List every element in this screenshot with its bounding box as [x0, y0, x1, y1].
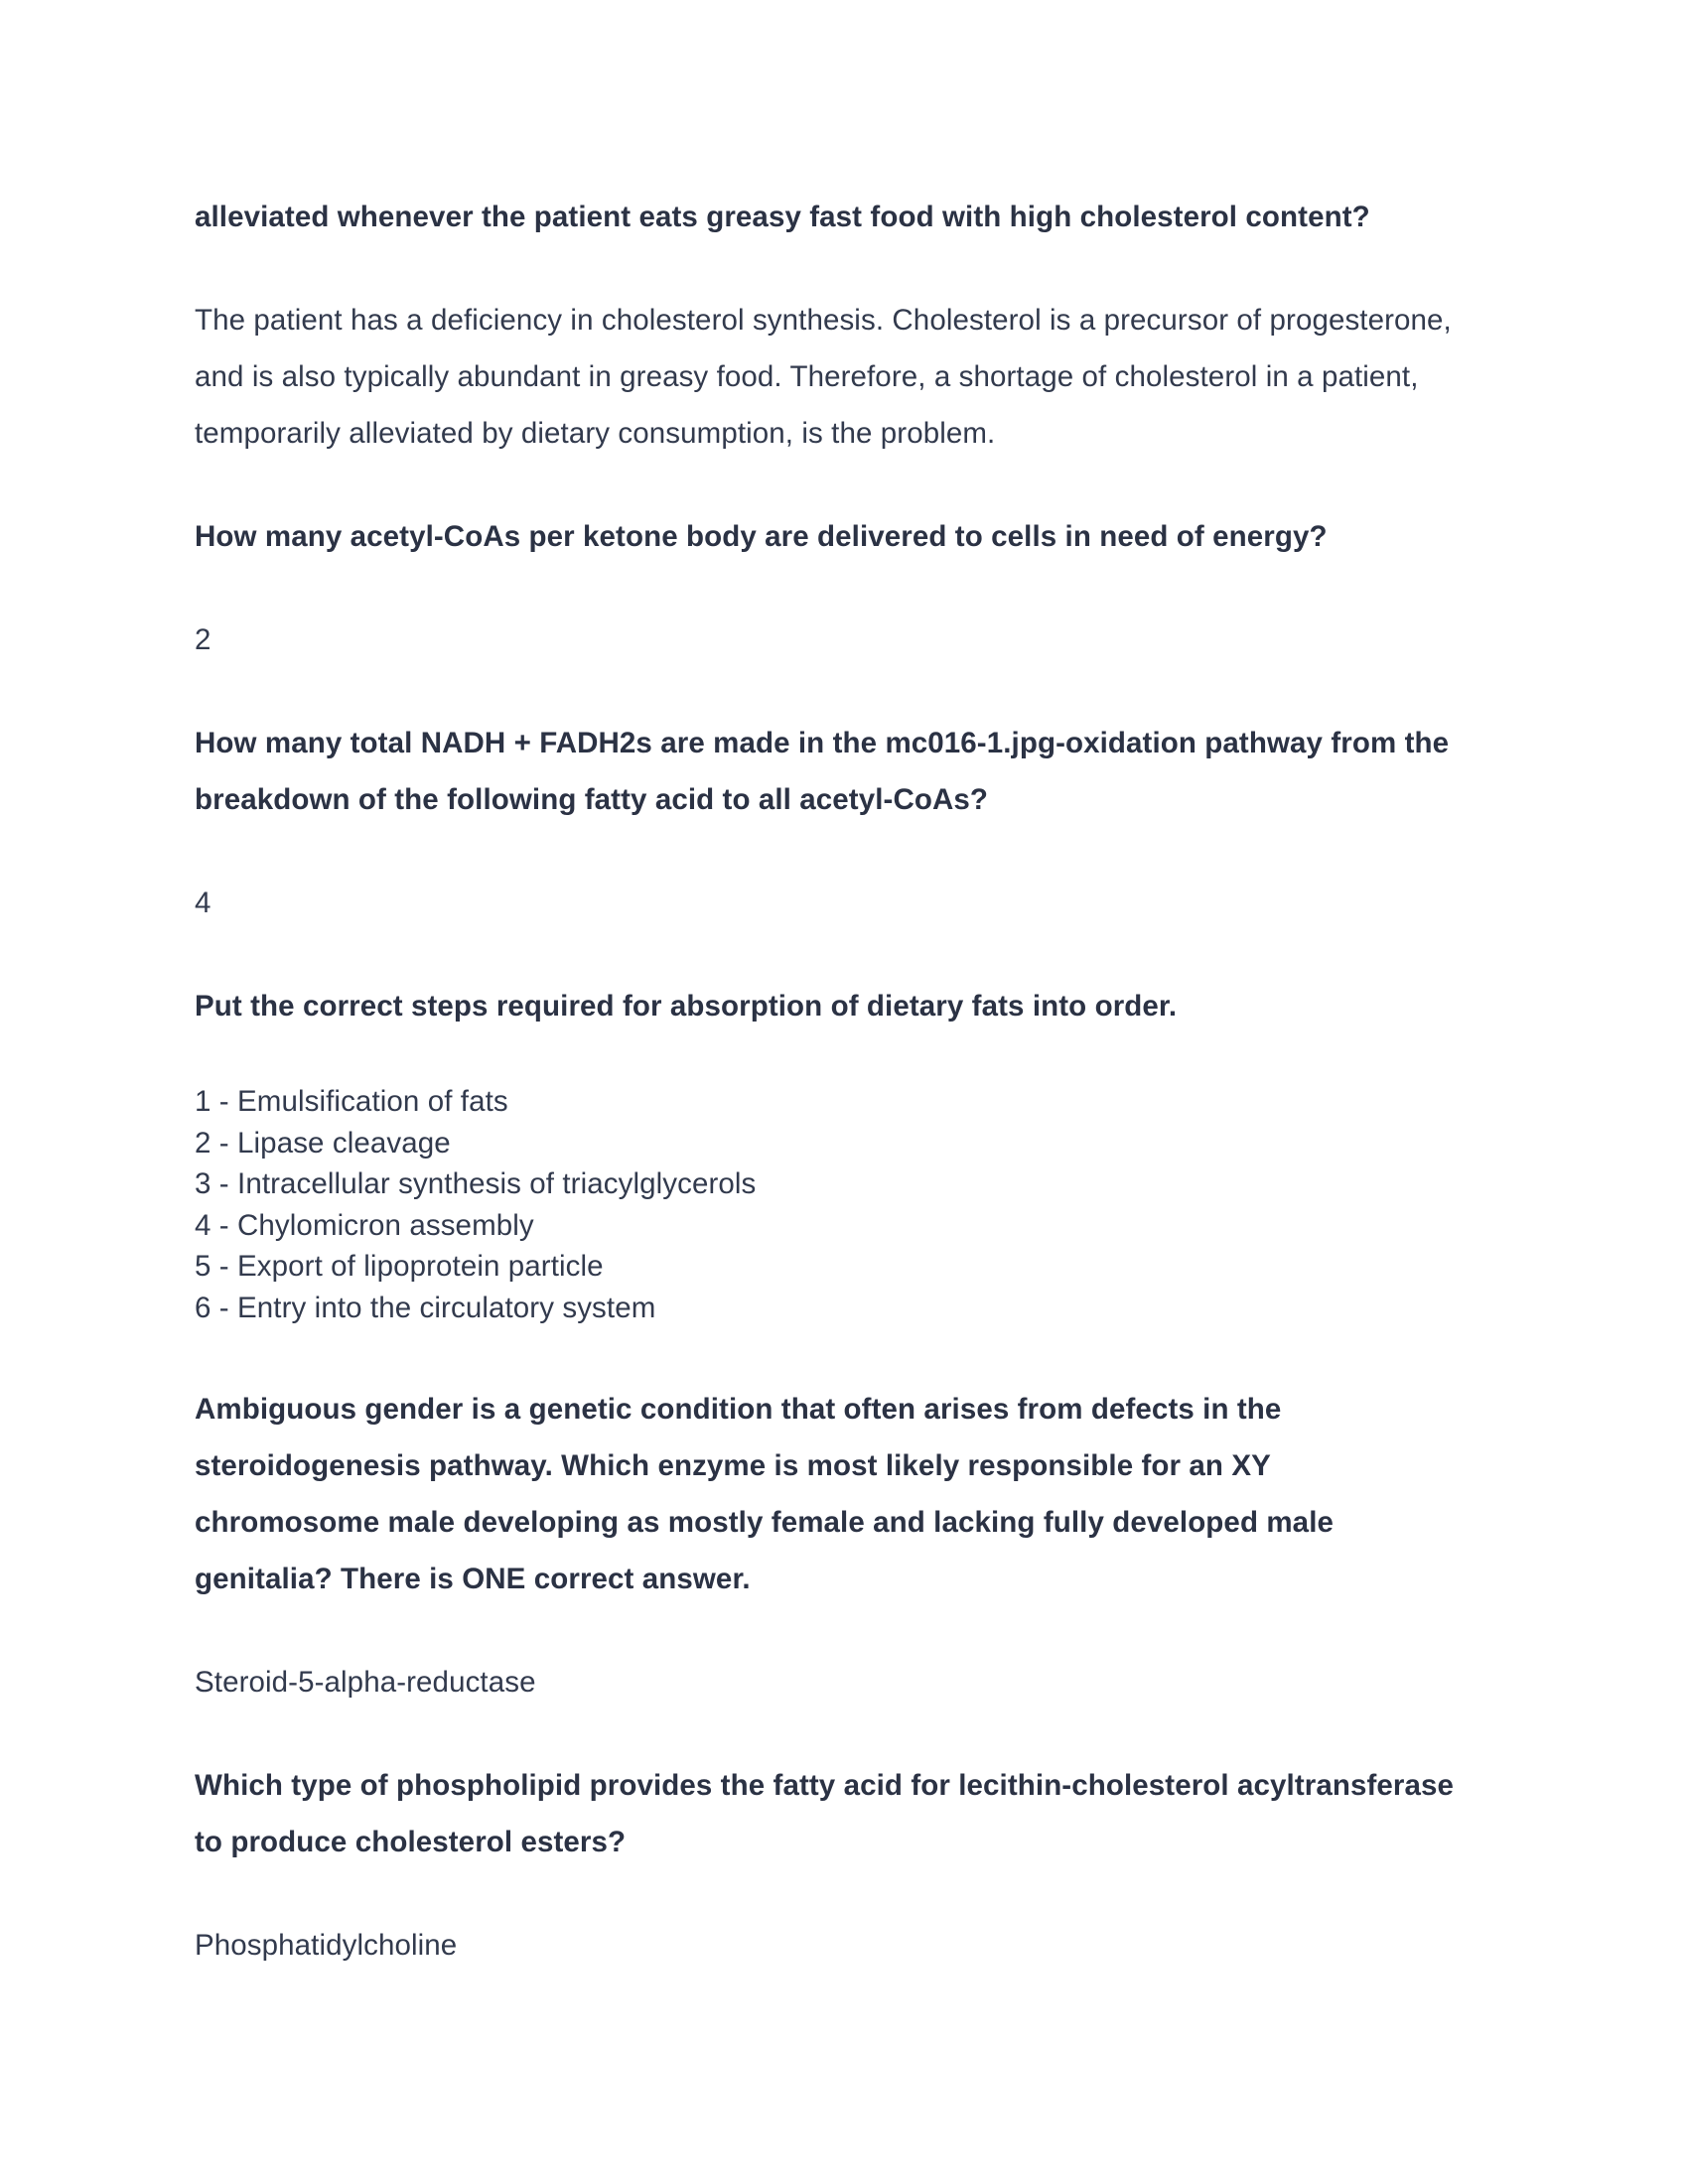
answer-ambiguous-gender-enzyme: Steroid-5-alpha-reductase: [195, 1666, 536, 1699]
list-item: 2 - Lipase cleavage: [195, 1126, 451, 1160]
answer-lcat-phospholipid: Phosphatidylcholine: [195, 1929, 458, 1962]
list-item: 4 - Chylomicron assembly: [195, 1208, 534, 1242]
answer-dietary-fat-absorption-steps: [195, 1081, 1462, 1328]
list-item: 6 - Entry into the circulatory system: [195, 1291, 656, 1324]
answer-acetyl-coa-per-ketone-body: 2: [195, 623, 211, 656]
question-acetyl-coa-per-ketone-body: How many acetyl-CoAs per ketone body are delivered to cells in need of energy?: [195, 520, 1328, 553]
question-cholesterol-deficiency: alleviated whenever the patient eats greasy fast food with high cholesterol content?: [195, 201, 1370, 233]
question-ambiguous-gender-enzyme: Ambiguous gender is a genetic condition that often arises from defects in the steroidogenesis pathway. Which enzyme is most likely responsible for an XY chromosome male developing as mostly female and lacking fully developed male genitalia? There is ONE correct answer.: [195, 1393, 1334, 1595]
question-nadh-fadh2-count: How many total NADH + FADH2s are made in the mc016-1.jpg-oxidation pathway from the breakdown of the following fatty acid to all acetyl-CoAs?: [195, 727, 1450, 816]
answer-nadh-fadh2-count: 4: [195, 887, 211, 919]
list-item: 1 - Emulsification of fats: [195, 1085, 508, 1118]
list-item: 5 - Export of lipoprotein particle: [195, 1250, 604, 1283]
document-body: [195, 189, 1462, 1974]
question-dietary-fat-absorption-order: Put the correct steps required for absorption of dietary fats into order.: [195, 990, 1178, 1023]
question-lcat-phospholipid: Which type of phospholipid provides the fatty acid for lecithin-cholesterol acyltransferase to produce cholesterol esters?: [195, 1769, 1454, 1858]
answer-cholesterol-deficiency: The patient has a deficiency in cholesterol synthesis. Cholesterol is a precursor of progesterone, and is also typically abundant in greasy food. Therefore, a shortage of cholesterol in a patient, temporarily alleviated by dietary consumption, is the problem.: [195, 304, 1452, 450]
list-item: 3 - Intracellular synthesis of triacylglycerols: [195, 1167, 757, 1200]
